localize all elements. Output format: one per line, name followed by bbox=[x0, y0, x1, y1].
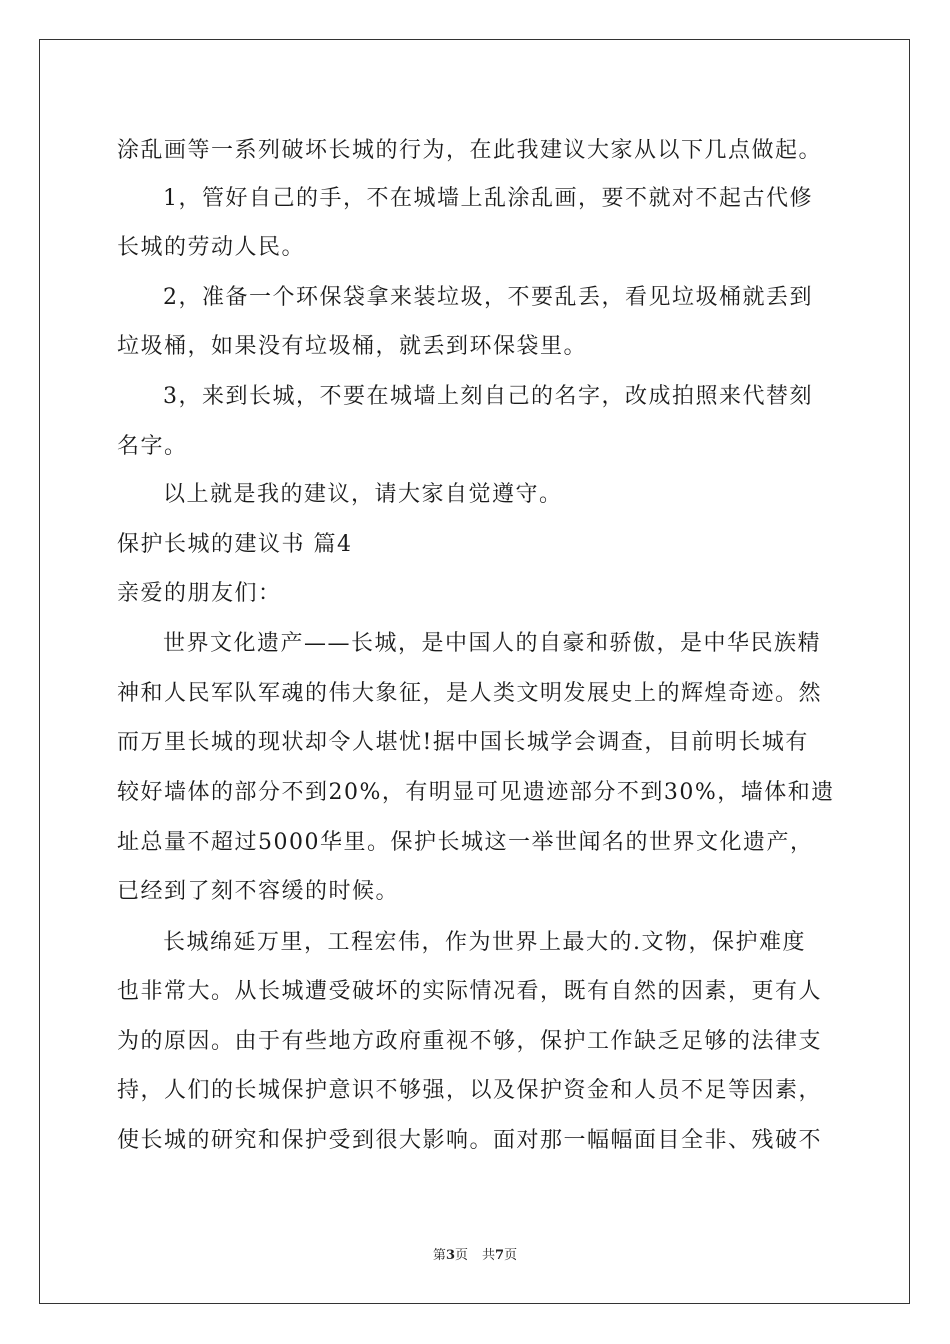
paragraph-line: 持，人们的长城保护意识不够强，以及保护资金和人员不足等因素， bbox=[117, 1078, 823, 1103]
text-line: 长城的劳动人民。 bbox=[117, 235, 306, 260]
text-line: 名字。 bbox=[117, 434, 188, 459]
paragraph-line: 世界文化遗产——长城，是中国人的自豪和骄傲，是中华民族精 bbox=[163, 631, 822, 656]
paragraph-line: 址总量不超过5000华里。保护长城这一举世闻名的世界文化遗产， bbox=[117, 830, 814, 855]
page-total: 7 bbox=[495, 1248, 505, 1263]
paragraph-line: 已经到了刻不容缓的时候。 bbox=[117, 879, 400, 904]
paragraph-line: 而万里长城的现状却令人堪忧!据中国长城学会调查，目前明长城有 bbox=[117, 730, 809, 755]
page-suffix: 页 bbox=[454, 1248, 468, 1263]
page-prefix: 第 bbox=[432, 1248, 446, 1263]
paragraph-line: 使长城的研究和保护受到很大影响。面对那一幅幅面目全非、残破不 bbox=[117, 1128, 823, 1153]
total-suffix: 页 bbox=[504, 1248, 518, 1263]
page-border bbox=[39, 39, 910, 1304]
list-item-2: 2，准备一个环保袋拿来装垃圾，不要乱丢，看见垃圾桶就丢到 bbox=[163, 285, 813, 310]
paragraph-line: 较好墙体的部分不到20%，有明显可见遗迹部分不到30%，墙体和遗 bbox=[117, 780, 835, 805]
total-prefix: 共 bbox=[482, 1248, 496, 1263]
text-line: 涂乱画等一系列破坏长城的行为，在此我建议大家从以下几点做起。 bbox=[117, 138, 823, 163]
page-footer bbox=[0, 1248, 950, 1264]
text-line: 垃圾桶，如果没有垃圾桶，就丢到环保袋里。 bbox=[117, 334, 588, 359]
closing-line: 以上就是我的建议，请大家自觉遵守。 bbox=[163, 482, 563, 507]
salutation: 亲爱的朋友们： bbox=[117, 581, 282, 606]
page-current: 3 bbox=[445, 1248, 455, 1263]
paragraph-line: 也非常大。从长城遭受破坏的实际情况看，既有自然的因素，更有人 bbox=[117, 979, 823, 1004]
paragraph-line: 长城绵延万里，工程宏伟，作为世界上最大的.文物，保护难度 bbox=[163, 930, 806, 955]
list-item-3: 3，来到长城，不要在城墙上刻自己的名字，改成拍照来代替刻 bbox=[163, 384, 813, 409]
paragraph-line: 为的原因。由于有些地方政府重视不够，保护工作缺乏足够的法律支 bbox=[117, 1029, 823, 1054]
paragraph-line: 神和人民军队军魂的伟大象征，是人类文明发展史上的辉煌奇迹。然 bbox=[117, 681, 823, 706]
section-heading: 保护长城的建议书 篇4 bbox=[117, 532, 353, 557]
list-item-1: 1，管好自己的手，不在城墙上乱涂乱画，要不就对不起古代修 bbox=[163, 186, 813, 211]
